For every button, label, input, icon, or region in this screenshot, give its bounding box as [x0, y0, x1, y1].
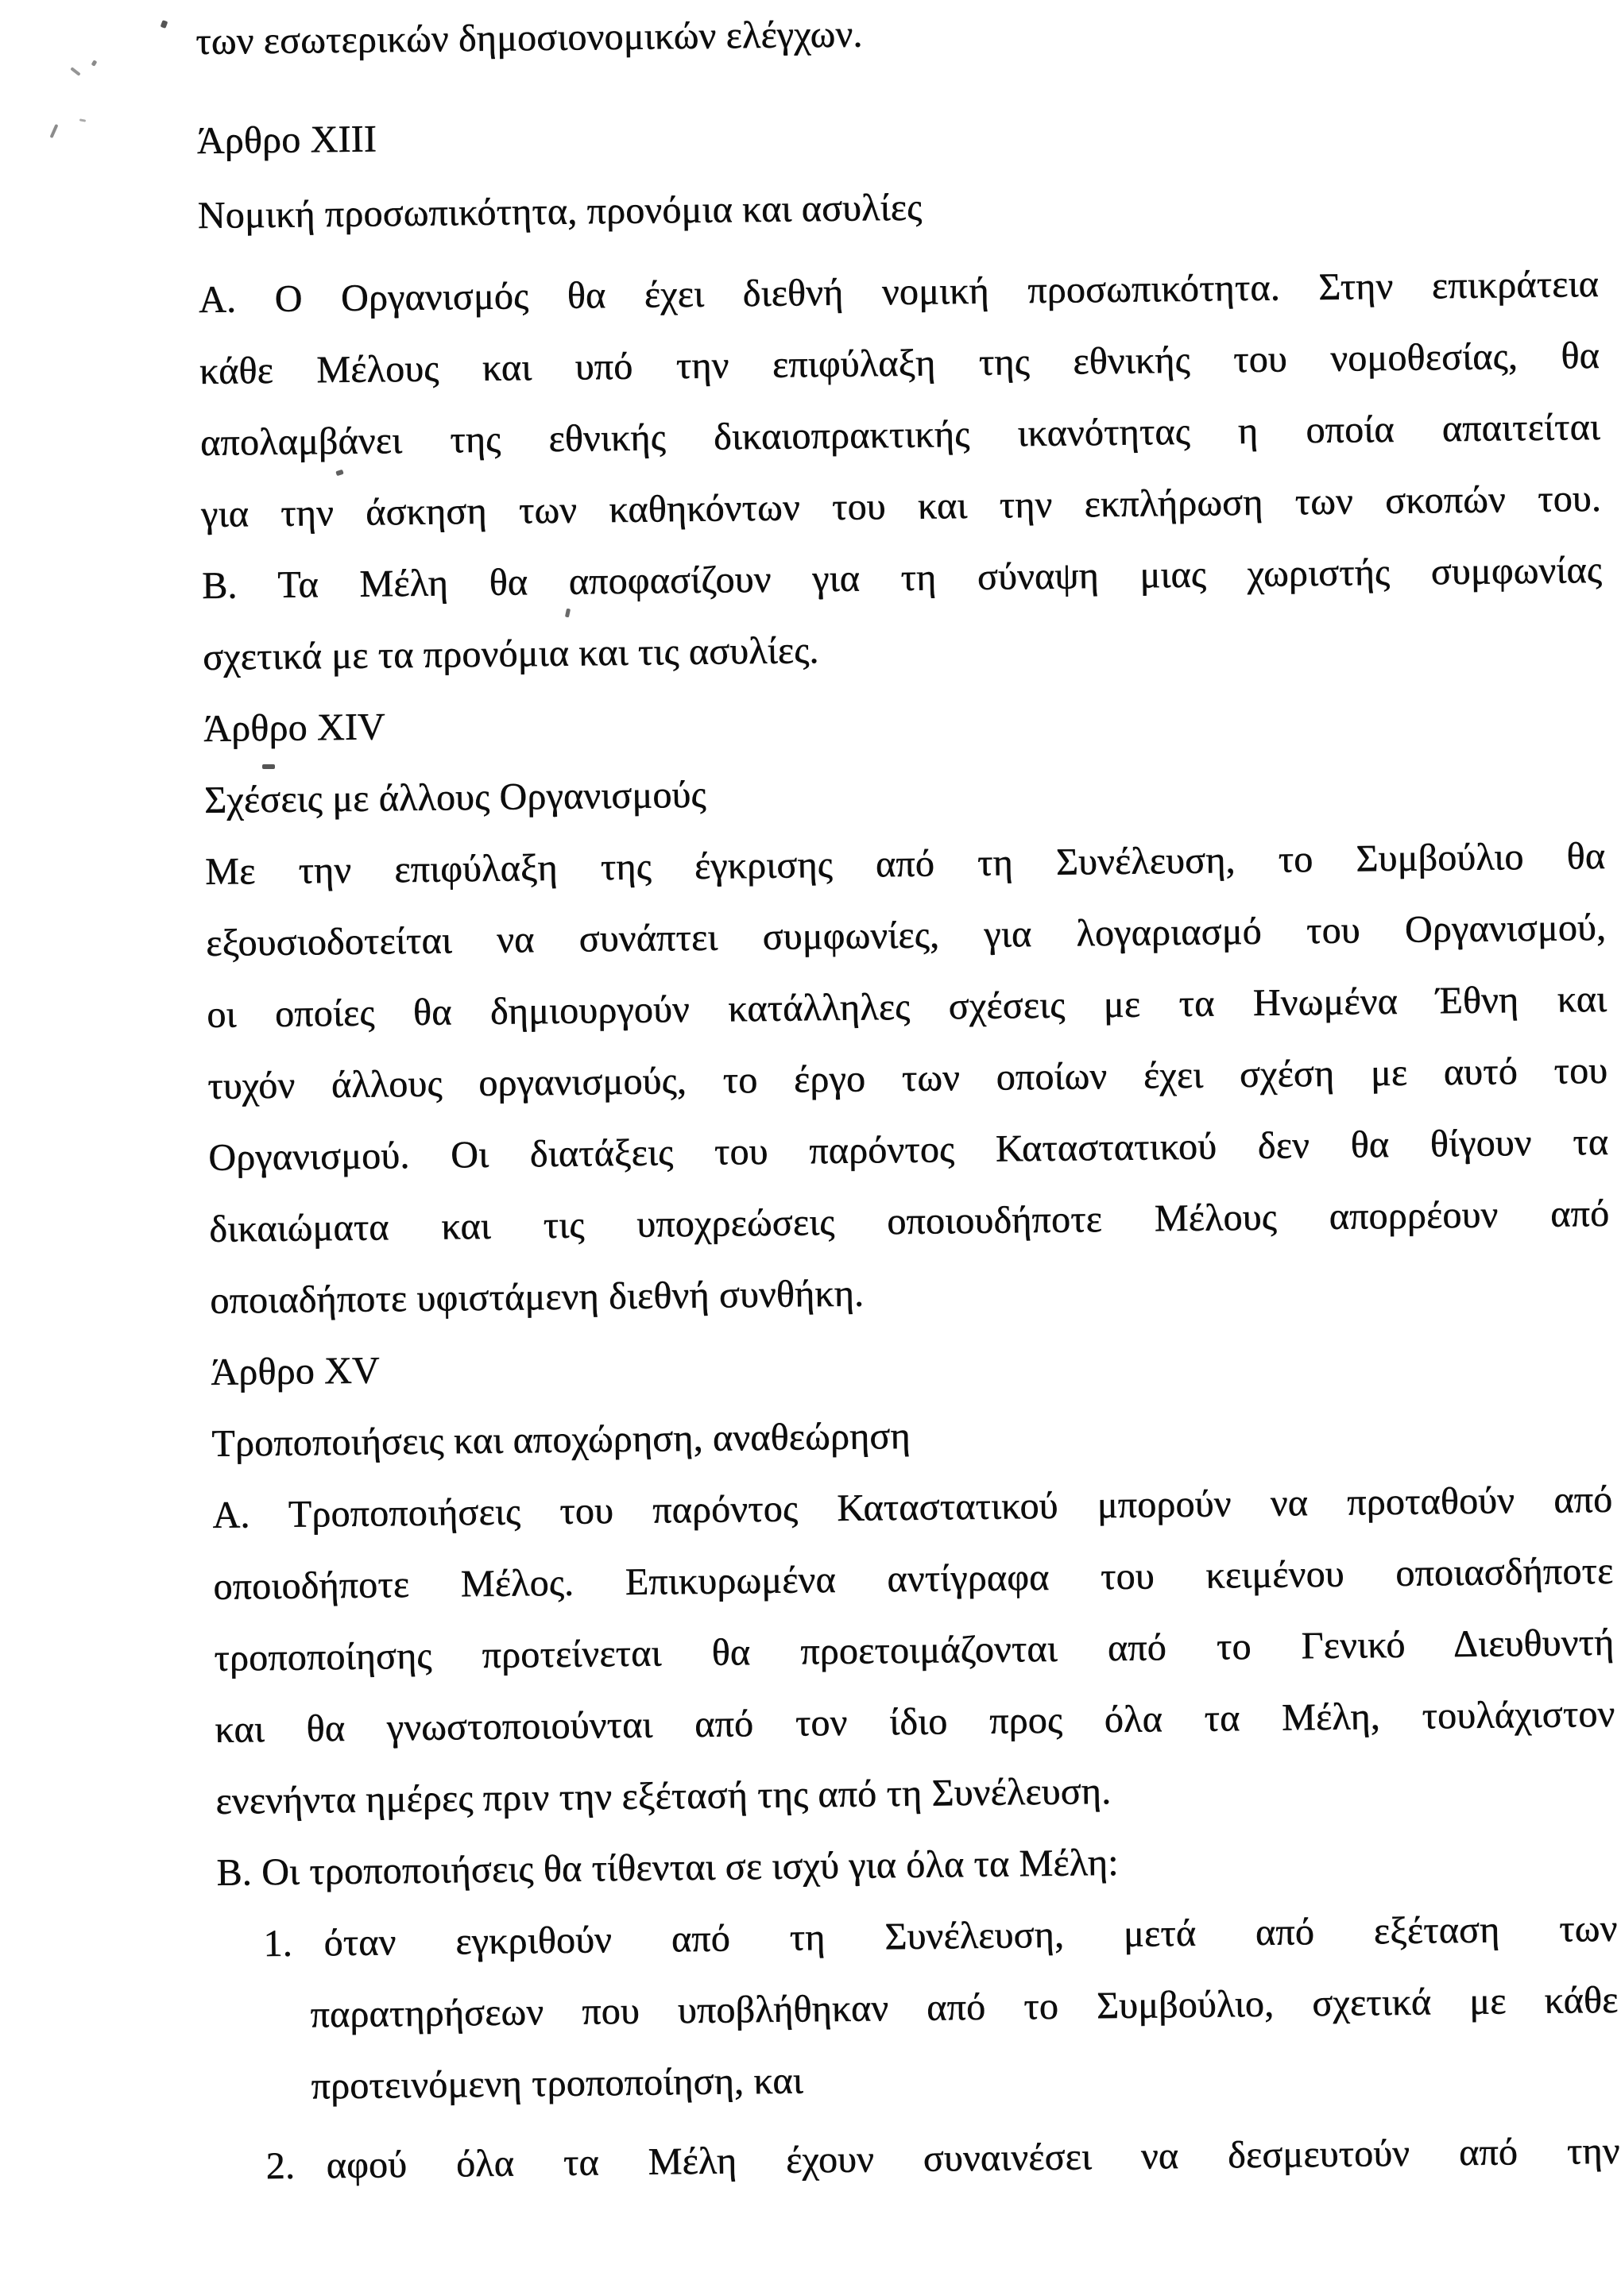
body-line: κάθε Μέλους και υπό την επιφύλαξη της εθνικής του νομοθεσίας, θα	[199, 334, 1600, 392]
scan-speck-icon	[70, 67, 80, 76]
body-line: ενενήντα ημέρες πριν την εξέτασή της από τη Συνέλευση.	[215, 1770, 1112, 1822]
list-item	[219, 2116, 1620, 2203]
body-line: για την άσκηση των καθηκόντων του και την εκπλήρωση των σκοπών του.	[200, 477, 1602, 535]
list-continuation-line: παρατηρήσεων που υποβλήθηκαν από το Συμβούλιο, σχετικά με κάθε	[310, 1978, 1619, 2036]
body-line: εξουσιοδοτείται να συνάπτει συμφωνίες, για λογαριασμό του Οργανισμού,	[206, 906, 1607, 964]
body-line: Α. Τροποποιήσεις του παρόντος Καταστατικού μπορούν να προταθούν από	[212, 1478, 1613, 1536]
body-line: οποιοδήποτε Μέλος. Επικυρωμένα αντίγραφα του κειμένου οποιασδήποτε	[213, 1549, 1614, 1608]
body-line: Α. Ο Οργανισμός θα έχει διεθνή νομική προσωπικότητα. Στην επικράτεια	[198, 262, 1600, 321]
body-line: σχετικά με τα προνόμια και τις ασυλίες.	[202, 629, 820, 678]
body-line: απολαμβάνει της εθνικής δικαιοπρακτικής ικανότητας η οποία απαιτείται	[199, 405, 1601, 464]
body-line: Οργανισμού. Οι διατάξεις του παρόντος Καταστατικού δεν θα θίγουν τα	[208, 1120, 1609, 1179]
body-line: των εσωτερικών δημοσιονομικών ελέγχων.	[195, 13, 863, 63]
article-heading: Άρθρο XIII	[196, 118, 377, 162]
scan-speck-icon	[161, 20, 168, 29]
body-line: Με την επιφύλαξη της έγκρισης από τη Συνέλευση, το Συμβούλιο θα	[205, 834, 1606, 893]
scan-speck-icon	[79, 118, 86, 122]
list-item-text: αφού όλα τα Μέλη έχουν συναινέσει να δεσμευτούν από την	[326, 2129, 1621, 2187]
body-line: Β. Οι τροποποιήσεις θα τίθενται σε ισχύ για όλα τα Μέλη:	[216, 1841, 1120, 1894]
body-line: οποιαδήποτε υφιστάμενη διεθνή συνθήκη.	[210, 1272, 865, 1322]
section-title: Νομική προσωπικότητα, προνόμια και ασυλίες	[197, 186, 923, 237]
list-number: 2.	[265, 2144, 296, 2188]
document-text	[195, 0, 1620, 2203]
article-heading: Άρθρο XIV	[203, 705, 386, 750]
body-line: τροποποίησης προτείνεται θα προετοιμάζονται από το Γενικό Διευθυντή	[214, 1621, 1615, 1679]
body-line: τυχόν άλλους οργανισμούς, το έργο των οποίων έχει σχέση με αυτό του	[207, 1049, 1608, 1107]
list-number: 1.	[263, 1922, 293, 1966]
section-title: Σχέσεις με άλλους Οργανισμούς	[204, 773, 707, 821]
body-line: Β. Τα Μέλη θα αποφασίζουν για τη σύναψη μιας χωριστής συμφωνίας	[201, 548, 1603, 607]
list-item-text: όταν εγκριθούν από τη Συνέλευση, μετά από εξέταση των	[323, 1907, 1618, 1965]
section-title: Τροποποιήσεις και αποχώρηση, αναθεώρηση	[211, 1414, 911, 1465]
body-line: και θα γνωστοποιούνται από τον ίδιο προς όλα τα Μέλη, τουλάχιστον	[215, 1692, 1615, 1751]
scan-speck-icon	[91, 60, 98, 67]
scan-speck-icon	[50, 124, 59, 138]
article-heading: Άρθρο XV	[211, 1349, 381, 1393]
body-line: δικαιώματα και τις υποχρεώσεις οποιουδήποτε Μέλους απορρέουν από	[209, 1192, 1610, 1250]
list-continuation-line: προτεινόμενη τροποποίηση, και	[311, 2059, 804, 2108]
body-line: οι οποίες θα δημιουργούν κατάλληλες σχέσεις με τα Ηνωμένα Έθνη και	[207, 977, 1607, 1036]
